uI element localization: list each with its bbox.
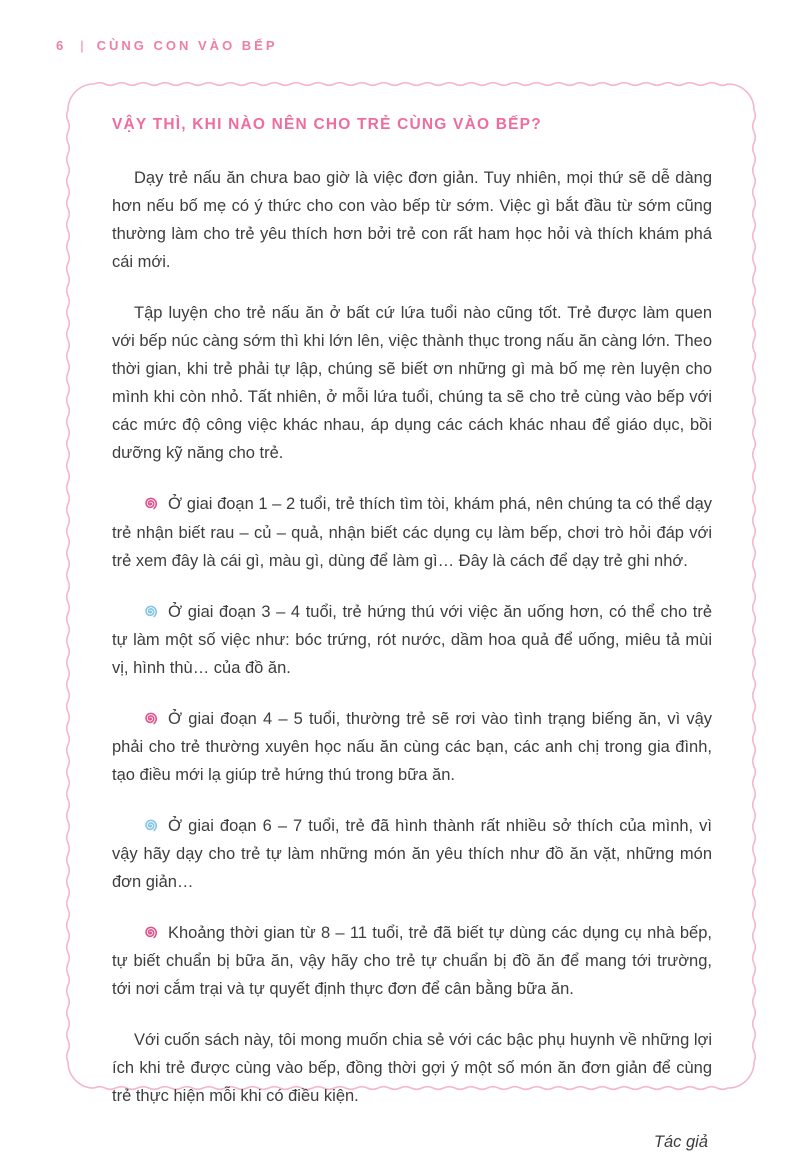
body-text — [112, 164, 712, 1110]
paragraph-text: Dạy trẻ nấu ăn chưa bao giờ là việc đơn giản. Tuy nhiên, mọi thứ sẽ dễ dàng hơn nếu bố mẹ có ý thức cho con vào bếp từ sớm. Việc gì bắt đầu từ sớm cũng thường làm cho trẻ yêu thích hơn bởi trẻ con rất ham học hỏi và thích khám phá cái mới. — [112, 169, 712, 272]
author-signature: Tác giả — [653, 1133, 708, 1152]
header-separator: | — [80, 38, 87, 53]
paragraph-text: Ở giai đoạn 1 – 2 tuổi, trẻ thích tìm tòi, khám phá, nên chúng ta có thể dạy trẻ nhận biết rau – củ – quả, nhận biết các dụng cụ làm bếp, chơi trò hỏi đáp với trẻ xem đây là cái gì, màu gì, dùng để làm gì… Đây là cách để dạy trẻ ghi nhớ. — [112, 495, 712, 570]
section-title: VẬY THÌ, KHI NÀO NÊN CHO TRẺ CÙNG VÀO BẾP? — [112, 116, 542, 133]
pink-spiral-icon — [142, 495, 159, 512]
decorative-frame — [64, 80, 758, 1152]
paragraph — [112, 598, 712, 682]
page-content — [112, 116, 712, 1152]
paragraph-text: Ở giai đoạn 3 – 4 tuổi, trẻ hứng thú với việc ăn uống hơn, có thể cho trẻ tự làm một số việc như: bóc trứng, rót nước, dầm hoa quả để uống, miêu tả mùi vị, hình thù… của đồ ăn. — [112, 602, 712, 677]
book-title: CÙNG CON VÀO BẾP — [96, 38, 278, 53]
paragraph-text: Ở giai đoạn 4 – 5 tuổi, thường trẻ sẽ rơi vào tình trạng biếng ăn, vì vậy phải cho trẻ thường xuyên học nấu ăn cùng các bạn, các anh chị trong gia đình, tạo điều mới lạ giúp trẻ hứng thú trong bữa ăn. — [112, 709, 712, 784]
blue-spiral-icon — [142, 817, 159, 834]
pink-spiral-icon — [142, 710, 159, 727]
page-number: 6 — [56, 38, 67, 53]
paragraph — [112, 812, 712, 896]
paragraph — [112, 1026, 712, 1110]
paragraph-text: Ở giai đoạn 6 – 7 tuổi, trẻ đã hình thành rất nhiều sở thích của mình, vì vậy hãy dạy cho trẻ tự làm những món ăn yêu thích như đồ ăn vặt, những món đơn giản… — [112, 816, 712, 891]
pink-spiral-icon — [142, 924, 159, 941]
paragraph-text: Với cuốn sách này, tôi mong muốn chia sẻ với các bậc phụ huynh về những lợi ích khi trẻ được cùng vào bếp, đồng thời gợi ý một số món ăn đơn giản để cùng trẻ thực hiện mỗi khi có điều kiện. — [112, 1031, 712, 1106]
paragraph-text: Tập luyện cho trẻ nấu ăn ở bất cứ lứa tuổi nào cũng tốt. Trẻ được làm quen với bếp núc càng sớm thì khi lớn lên, việc thành thục trong nấu ăn càng lớn. Theo thời gian, khi trẻ phải tự lập, chúng sẽ biết ơn những gì mà bố mẹ rèn luyện cho mình khi còn nhỏ. Tất nhiên, ở mỗi lứa tuổi, chúng ta sẽ cho trẻ cùng vào bếp với các mức độ công việc khác nhau, áp dụng các cách khác nhau để giáo dục, bồi dưỡng kỹ năng cho trẻ. — [112, 304, 712, 463]
paragraph — [112, 705, 712, 789]
paragraph — [112, 164, 712, 276]
blue-spiral-icon — [142, 603, 159, 620]
paragraph-text: Khoảng thời gian từ 8 – 11 tuổi, trẻ đã biết tự dùng các dụng cụ nhà bếp, tự biết chuẩn bị bữa ăn, vậy hãy cho trẻ tự chuẩn bị đồ ăn để mang tới trường, tới nơi cắm trại và tự quyết định thực đơn để cân bằng bữa ăn. — [112, 924, 712, 999]
paragraph — [112, 490, 712, 574]
paragraph — [112, 919, 712, 1003]
page-header — [56, 38, 278, 53]
paragraph — [112, 299, 712, 467]
